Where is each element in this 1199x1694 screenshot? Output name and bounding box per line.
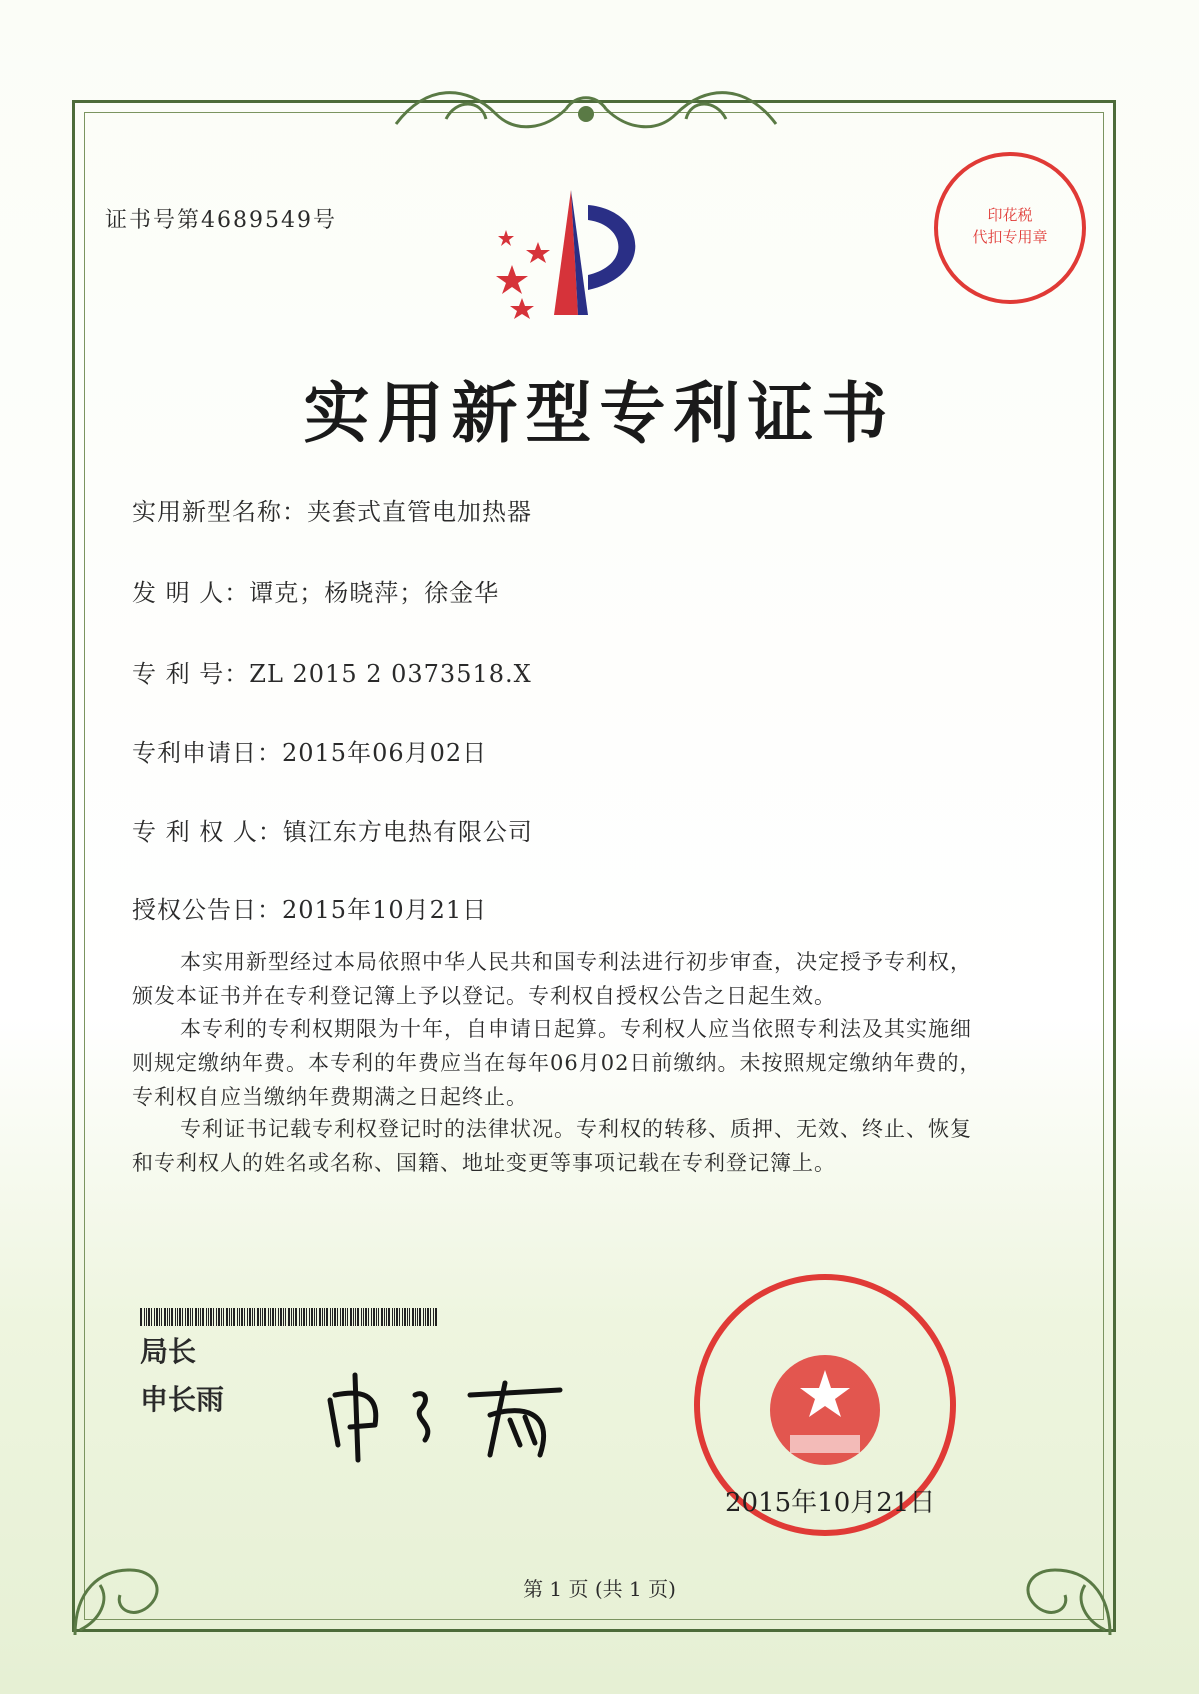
barcode-bar — [417, 1308, 418, 1326]
barcode-bar — [171, 1308, 173, 1326]
barcode-bar — [218, 1308, 220, 1326]
seal-date: 2015年10月21日 — [725, 1488, 936, 1518]
barcode-bar — [433, 1308, 434, 1326]
barcode-bar — [319, 1308, 321, 1326]
barcode-bar — [244, 1308, 245, 1326]
barcode-bar — [226, 1308, 228, 1326]
barcode-bar — [213, 1308, 214, 1326]
barcode-bar — [430, 1308, 431, 1326]
barcode-bar — [159, 1308, 160, 1326]
barcode-bar — [357, 1308, 359, 1326]
barcode-bar — [187, 1308, 189, 1326]
barcode-bar — [195, 1308, 197, 1326]
barcode-bar — [423, 1308, 424, 1326]
signatory-role: 局长 — [140, 1335, 197, 1368]
barcode-bar — [146, 1308, 147, 1326]
barcode-bar — [275, 1308, 276, 1326]
barcode-bar — [361, 1308, 362, 1326]
barcode-bar — [324, 1308, 325, 1326]
signatory-name: 申长雨 — [140, 1383, 225, 1416]
barcode-bar — [392, 1308, 393, 1326]
barcode-bar — [192, 1308, 193, 1326]
barcode-bar — [388, 1308, 390, 1326]
barcode-bar — [386, 1308, 387, 1326]
barcode-bar — [200, 1308, 201, 1326]
body-paragraph: 本实用新型经过本局依照中华人民共和国专利法进行初步审查，决定授予专利权，颁发本证书并在专利登记簿上予以登记。专利权自授权公告之日起生效。 — [132, 950, 972, 1008]
barcode-bar — [427, 1308, 429, 1326]
field-value: 夹套式直管电加热器 — [307, 498, 532, 526]
barcode-bar — [229, 1308, 230, 1326]
barcode-bar — [233, 1308, 235, 1326]
barcode-bar — [210, 1308, 212, 1326]
field-value: 2015年06月02日 — [282, 739, 488, 767]
field-inventor — [132, 573, 499, 608]
barcode-bar — [311, 1308, 313, 1326]
barcode-bar — [425, 1308, 426, 1326]
barcode-bar — [202, 1308, 204, 1326]
field-application-date — [132, 733, 487, 768]
barcode-bar — [161, 1308, 162, 1326]
field-patent-number — [132, 654, 532, 689]
body-paragraph: 本专利的专利权期限为十年，自申请日起算。专利权人应当依照专利法及其实施细则规定缴纳年费。本专利的年费应当在每年06月02日前缴纳。未按照规定缴纳年费的，专利权自应当缴纳年费期满之日起终止。 — [132, 1017, 982, 1109]
svg-text:代扣专用章: 代扣专用章 — [972, 228, 1048, 246]
svg-text:印花税: 印花税 — [987, 206, 1033, 224]
barcode-bar — [396, 1308, 398, 1326]
barcode-bar — [262, 1308, 263, 1326]
barcode-bar — [254, 1308, 255, 1326]
barcode-bar — [407, 1308, 408, 1326]
barcode-bar — [175, 1308, 176, 1326]
barcode-bar — [412, 1308, 414, 1326]
barcode-bar — [409, 1308, 410, 1326]
barcode-bar — [185, 1308, 186, 1326]
barcode-bar — [365, 1308, 367, 1326]
barcode-bar — [241, 1308, 243, 1326]
tax-stamp-icon — [930, 148, 1090, 308]
body-paragraph: 专利证书记载专利权登记时的法律状况。专利权的转移、质押、无效、终止、恢复和专利权人的姓名或名称、国籍、地址变更等事项记载在专利登记簿上。 — [132, 1117, 972, 1175]
barcode-bar — [154, 1308, 155, 1326]
barcode-bar — [419, 1308, 421, 1326]
barcode-bar — [404, 1308, 406, 1326]
barcode-bar — [140, 1308, 142, 1326]
tax-stamp — [930, 148, 1090, 308]
barcode-bar — [257, 1308, 259, 1326]
barcode-bar — [332, 1308, 333, 1326]
barcode-bar — [291, 1308, 292, 1326]
handwritten-signature-icon — [320, 1365, 580, 1465]
barcode-bar — [260, 1308, 261, 1326]
field-grant-date — [132, 890, 487, 925]
barcode-bar — [381, 1308, 383, 1326]
barcode-bar — [373, 1308, 375, 1326]
barcode-bar — [264, 1308, 266, 1326]
barcode-bar — [394, 1308, 395, 1326]
barcode-bar — [340, 1308, 341, 1326]
barcode-bar — [301, 1308, 302, 1326]
field-value: 谭克；杨晓萍；徐金华 — [249, 579, 500, 607]
barcode-bar — [303, 1308, 305, 1326]
barcode-bar — [208, 1308, 209, 1326]
field-patentee — [132, 812, 533, 847]
barcode-bar — [371, 1308, 372, 1326]
barcode-bar — [206, 1308, 207, 1326]
barcode-bar — [239, 1308, 240, 1326]
barcode-bar — [288, 1308, 290, 1326]
barcode-bar — [378, 1308, 379, 1326]
barcode-bar — [350, 1308, 352, 1326]
field-utility-model-name — [132, 492, 532, 527]
barcode-bar — [182, 1308, 183, 1326]
barcode-bar — [144, 1308, 145, 1326]
barcode-bar — [435, 1308, 437, 1326]
barcode-bar — [268, 1308, 269, 1326]
field-label: 发 明 人： — [132, 579, 250, 607]
field-label: 专 利 号： — [132, 660, 250, 688]
barcode-bar — [314, 1308, 315, 1326]
barcode-bar — [415, 1308, 416, 1326]
barcode-bar — [164, 1308, 166, 1326]
barcode-bar — [223, 1308, 224, 1326]
barcode-bar — [384, 1308, 385, 1326]
barcode-bar — [326, 1308, 328, 1326]
barcode-bar — [330, 1308, 331, 1326]
barcode-bar — [345, 1308, 346, 1326]
barcode-bar — [231, 1308, 232, 1326]
barcode-bar — [216, 1308, 217, 1326]
barcode-bar — [272, 1308, 274, 1326]
barcode-bar — [151, 1308, 152, 1326]
field-value: 镇江东方电热有限公司 — [282, 818, 533, 846]
barcode-bar — [167, 1308, 168, 1326]
barcode-bar — [169, 1308, 170, 1326]
barcode-bar — [285, 1308, 286, 1326]
barcode-bar — [270, 1308, 271, 1326]
barcode-bar — [337, 1308, 338, 1326]
barcode-bar — [355, 1308, 356, 1326]
barcode-bar — [198, 1308, 199, 1326]
top-ornament-icon — [386, 74, 786, 144]
page-title: 实用新型专利证书 — [303, 374, 896, 452]
barcode-bar — [293, 1308, 294, 1326]
barcode-bar — [306, 1308, 307, 1326]
barcode-bar — [252, 1308, 253, 1326]
certificate-number: 证书号第4689549号 — [105, 208, 337, 233]
field-value: ZL 2015 2 0373518.X — [249, 660, 532, 688]
barcode-bar — [363, 1308, 364, 1326]
patent-office-logo-icon — [496, 190, 666, 340]
barcode-bar — [278, 1308, 279, 1326]
field-value: 2015年10月21日 — [282, 896, 488, 924]
barcode-bar — [309, 1308, 310, 1326]
barcode-bar — [190, 1308, 191, 1326]
barcode-bar — [179, 1308, 181, 1326]
barcode-bar — [376, 1308, 377, 1326]
barcode-bar — [247, 1308, 248, 1326]
barcode-bar — [299, 1308, 300, 1326]
barcode-bar — [280, 1308, 282, 1326]
barcode-bar — [237, 1308, 238, 1326]
barcode-bar — [148, 1308, 150, 1326]
field-label: 授权公告日： — [132, 896, 282, 924]
barcode-bar — [221, 1308, 222, 1326]
barcode-bar — [353, 1308, 354, 1326]
barcode-bar — [322, 1308, 323, 1326]
field-label: 专 利 权 人： — [132, 818, 283, 846]
barcode-bar — [342, 1308, 344, 1326]
barcode-bar — [295, 1308, 297, 1326]
barcode-icon — [140, 1308, 438, 1326]
barcode-bar — [283, 1308, 284, 1326]
barcode-bar — [316, 1308, 317, 1326]
barcode-bar — [368, 1308, 369, 1326]
barcode-bar — [334, 1308, 336, 1326]
barcode-bar — [347, 1308, 348, 1326]
field-label: 专利申请日： — [132, 739, 282, 767]
barcode-bar — [177, 1308, 178, 1326]
page-footer: 第 1 页 (共 1 页) — [523, 1577, 676, 1601]
barcode-bar — [156, 1308, 158, 1326]
field-label: 实用新型名称： — [132, 498, 307, 526]
barcode-bar — [249, 1308, 251, 1326]
barcode-bar — [402, 1308, 403, 1326]
barcode-bar — [399, 1308, 400, 1326]
